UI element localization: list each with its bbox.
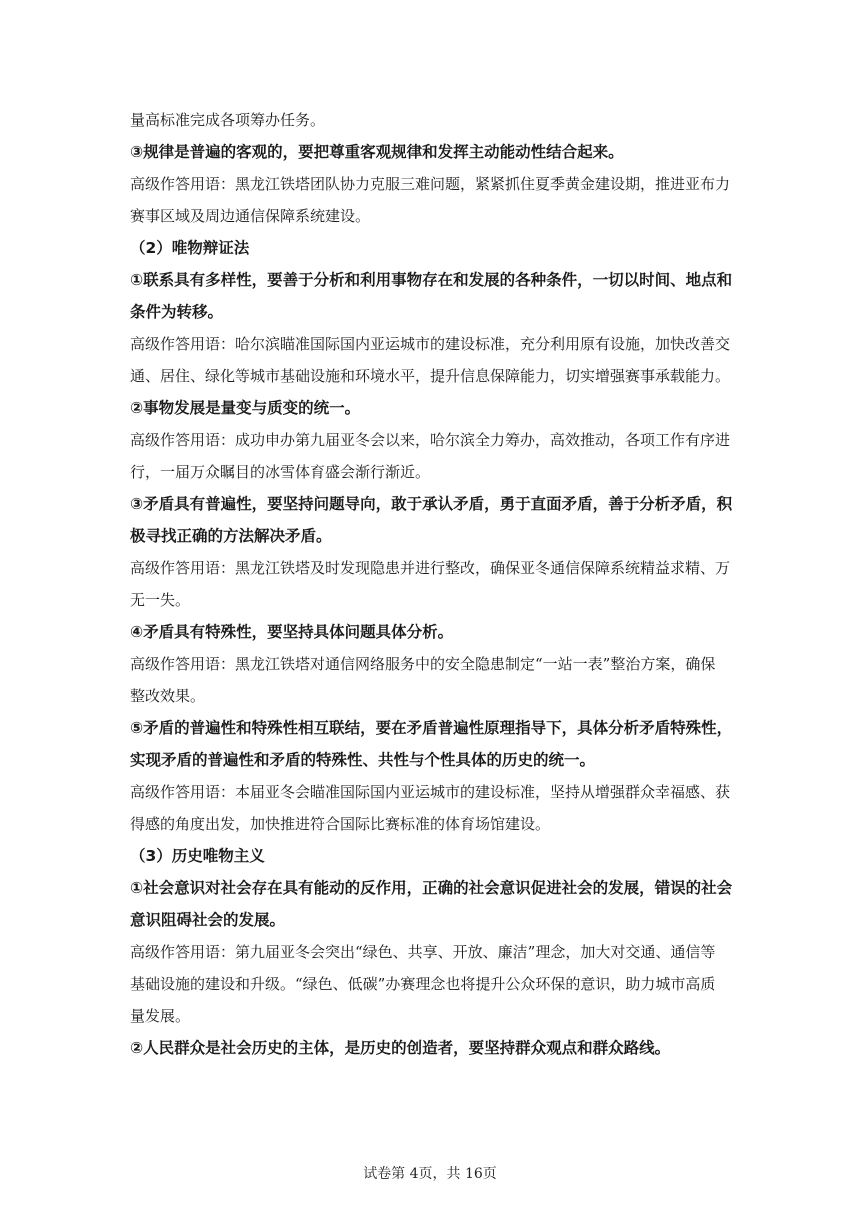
heading-line: （3）历史唯物主义 bbox=[130, 847, 265, 865]
heading-line: ③矛盾具有普遍性，要坚持问题导向，敢于承认矛盾，勇于直面矛盾，善于分析矛盾，积 bbox=[130, 495, 733, 513]
text-line: 得感的角度出发，加快推进符合国际比赛标准的体育场馆建设。 bbox=[130, 815, 551, 833]
text-line: 整改效果。 bbox=[130, 687, 206, 705]
text-line: 赛事区域及周边通信保障系统建设。 bbox=[130, 207, 371, 225]
text-line: 基础设施的建设和升级。“绿色、低碳”办赛理念也将提升公众环保的意识，助力城市高质 bbox=[130, 975, 716, 993]
heading-line: 意识阻碍社会的发展。 bbox=[130, 911, 286, 929]
heading-line: ④矛盾具有特殊性，要坚持具体问题具体分析。 bbox=[130, 623, 454, 641]
text-line: 量发展。 bbox=[130, 1007, 191, 1025]
document-body bbox=[130, 104, 732, 1064]
text-line: 高级作答用语：成功申办第九届亚冬会以来，哈尔滨全力筹办，高效推动，各项工作有序进 bbox=[130, 431, 731, 449]
heading-line: ⑤矛盾的普遍性和特殊性相互联结，要在矛盾普遍性原理指导下，具体分析矛盾特殊性， bbox=[130, 719, 733, 737]
text-line: 高级作答用语：第九届亚冬会突出“绿色、共享、开放、廉洁”理念，加大对交通、通信等 bbox=[130, 943, 716, 961]
text-line: 高级作答用语：本届亚冬会瞄准国际国内亚运城市的建设标准，坚持从增强群众幸福感、获 bbox=[130, 783, 731, 801]
text-line: 量高标准完成各项筹办任务。 bbox=[130, 111, 326, 129]
heading-line: 条件为转移。 bbox=[130, 303, 224, 321]
text-line: 通、居住、绿化等城市基础设施和环境水平，提升信息保障能力，切实增强赛事承载能力。 bbox=[130, 367, 731, 385]
text-line: 高级作答用语：黑龙江铁塔及时发现隐患并进行整改，确保亚冬通信保障系统精益求精、万 bbox=[130, 559, 731, 577]
heading-line: ③规律是普遍的客观的，要把尊重客观规律和发挥主动能动性结合起来。 bbox=[130, 143, 624, 161]
heading-line: ②事物发展是量变与质变的统一。 bbox=[130, 399, 361, 417]
heading-line: ①社会意识对社会存在具有能动的反作用，正确的社会意识促进社会的发展，错误的社会 bbox=[130, 879, 733, 897]
heading-line: 极寻找正确的方法解决矛盾。 bbox=[130, 527, 332, 545]
page-footer: 试卷第 4页，共 16页 bbox=[363, 1166, 497, 1182]
text-line: 高级作答用语：黑龙江铁塔对通信网络服务中的安全隐患制定“一站一表”整治方案，确保 bbox=[130, 655, 716, 673]
text-line: 高级作答用语：黑龙江铁塔团队协力克服三难问题，紧紧抓住夏季黄金建设期，推进亚布力 bbox=[130, 175, 731, 193]
heading-line: ②人民群众是社会历史的主体，是历史的创造者，要坚持群众观点和群众路线。 bbox=[130, 1039, 671, 1057]
text-line: 无一失。 bbox=[130, 591, 191, 609]
text-line: 行，一届万众瞩目的冰雪体育盛会渐行渐近。 bbox=[130, 463, 431, 481]
heading-line: ①联系具有多样性，要善于分析和利用事物存在和发展的各种条件，一切以时间、地点和 bbox=[130, 271, 733, 289]
heading-line: （2）唯物辩证法 bbox=[130, 239, 250, 257]
heading-line: 实现矛盾的普遍性和矛盾的特殊性、共性与个性具体的历史的统一。 bbox=[130, 751, 596, 769]
text-line: 高级作答用语：哈尔滨瞄准国际国内亚运城市的建设标准，充分利用原有设施，加快改善交 bbox=[130, 335, 731, 353]
